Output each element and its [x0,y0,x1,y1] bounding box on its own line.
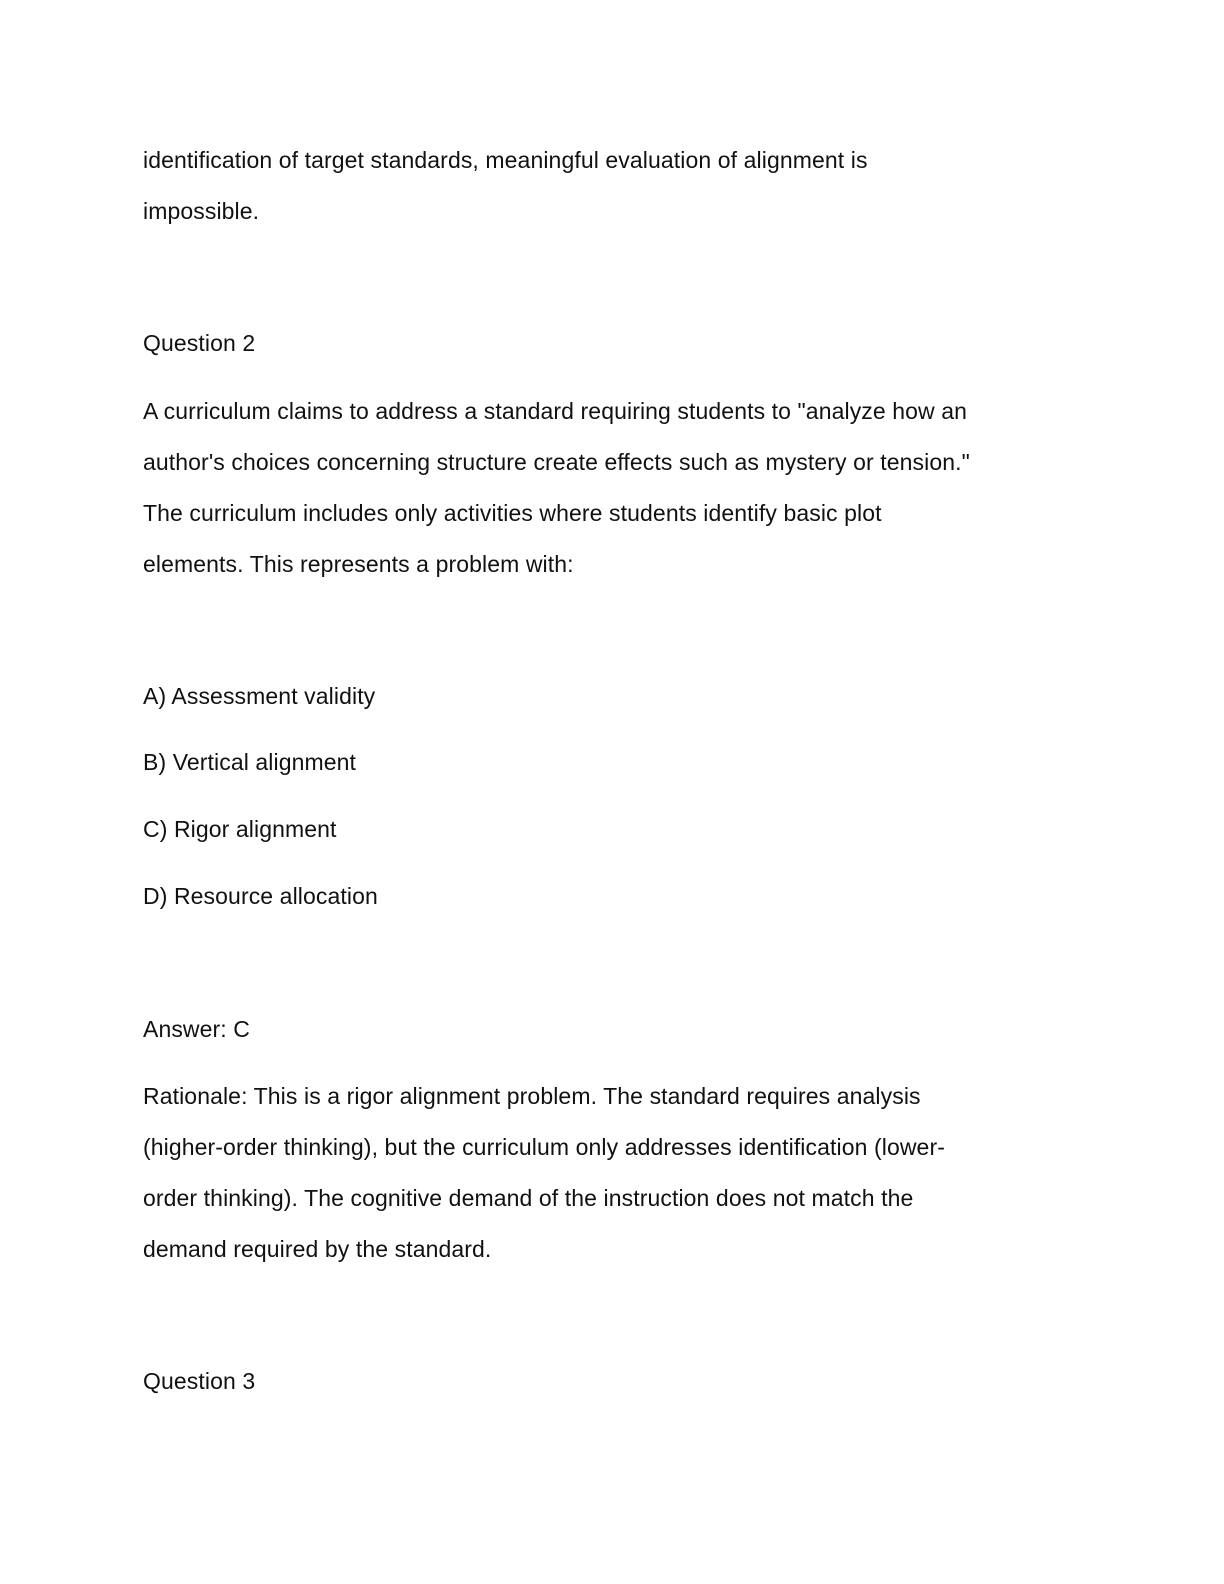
rationale-line: order thinking). The cognitive demand of the instruction does not match the [143,1185,914,1211]
option-d: D) Resource allocation [143,883,378,909]
option-a: A) Assessment validity [143,683,376,709]
question-3-heading: Question 3 [143,1368,256,1394]
rationale-line: demand required by the standard. [143,1236,492,1262]
option-b: B) Vertical alignment [143,749,357,775]
rationale-line: Rationale: This is a rigor alignment problem. The standard requires analysis [143,1083,921,1109]
question-stem-line: The curriculum includes only activities where students identify basic plot [143,500,882,526]
option-c: C) Rigor alignment [143,816,337,842]
answer-line: Answer: C [143,1016,250,1042]
question-stem-line: elements. This represents a problem with: [143,551,574,577]
continuation-line: impossible. [143,198,260,224]
question-stem-line: author's choices concerning structure create effects such as mystery or tension." [143,449,970,475]
rationale-line: (higher-order thinking), but the curriculum only addresses identification (lower- [143,1134,945,1160]
continuation-line: identification of target standards, meaningful evaluation of alignment is [143,147,868,173]
question-stem-line: A curriculum claims to address a standard requiring students to "analyze how an [143,398,968,424]
question-2-heading: Question 2 [143,330,256,356]
